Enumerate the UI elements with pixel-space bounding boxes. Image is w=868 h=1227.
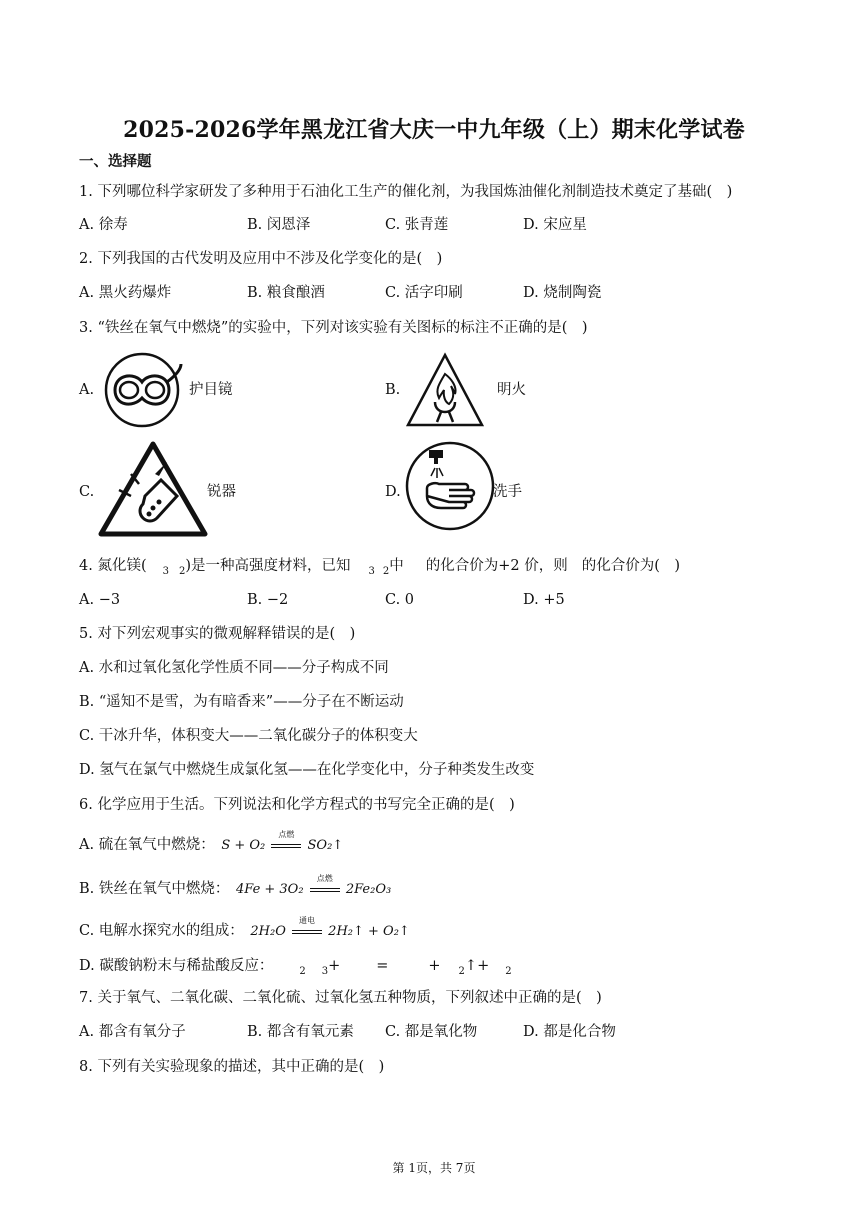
option-label: D. 碳酸钠粉末与稀盐酸反应： [79, 958, 274, 974]
option-b [79, 874, 392, 900]
option-c: C. 活字印刷 [385, 285, 463, 301]
question-2-options [79, 283, 779, 303]
equation-left: 2H₂O [250, 924, 286, 939]
option-c [79, 916, 410, 942]
option-b: B. 粮食酿酒 [247, 285, 325, 301]
question-4-text: 的化合价为( ) [581, 558, 681, 574]
option-label: B. 铁丝在氧气中燃烧： [79, 881, 230, 897]
chemical-equation [250, 916, 410, 939]
option-d: D. +5 [523, 592, 565, 608]
equation-symbol: + [328, 958, 341, 974]
option-c: C. 干冰升华，体积变大——二氧化碳分子的体积变大 [79, 728, 418, 744]
option-c: C. 0 [385, 592, 415, 608]
question-3-options-row-2 [79, 438, 779, 538]
question-5: 5. 对下列宏观事实的微观解释错误的是( ) [79, 626, 356, 642]
hand-wash-icon [405, 438, 495, 534]
equation-left: 4Fe + 3O₂ [235, 882, 304, 897]
option-a: A. 黑火药爆炸 [79, 285, 172, 301]
question-6: 6. 化学应用于生活。下列说法和化学方程式的书写完全正确的是( ) [79, 797, 515, 813]
equation-right: SO₂↑ [307, 838, 344, 853]
reaction-condition: 点燃 [316, 874, 333, 883]
subscript: 3 [321, 965, 329, 977]
question-1: 1. 下列哪位科学家研发了多种用于石油化工生产的催化剂，为我国炼油催化剂制造技术奠定了基础( ) [79, 184, 733, 200]
question-1-options [79, 215, 779, 235]
equation-symbol: ↑+ [464, 958, 490, 974]
reaction-arrow [269, 830, 303, 856]
reaction-condition: 通电 [299, 916, 316, 925]
question-4-options [79, 590, 779, 610]
option-d: D. 宋应星 [523, 217, 587, 233]
equation-left: S + O₂ [221, 838, 266, 853]
question-8: 8. 下列有关实验现象的描述，其中正确的是( ) [79, 1059, 385, 1075]
question-4-text: 4. 氮化镁( [79, 558, 147, 574]
option-a [79, 830, 344, 856]
option-c: C. 都是氧化物 [385, 1024, 478, 1040]
reaction-condition: 点燃 [278, 830, 295, 839]
equation-right: 2Fe₂O₃ [345, 882, 392, 897]
chemical-equation [235, 874, 392, 897]
option-a: A. 水和过氧化氢化学性质不同——分子构成不同 [79, 660, 389, 676]
reaction-arrow [290, 916, 324, 942]
option-c: C. 张青莲 [385, 217, 449, 233]
option-letter: C. [79, 484, 95, 500]
option-a: A. −3 [79, 592, 121, 608]
subscript: 2 [458, 965, 465, 977]
option-label: 锐器 [207, 484, 236, 500]
option-letter: A. [79, 382, 95, 398]
question-3-options-row-1 [79, 350, 779, 430]
subscript: 2 [505, 965, 512, 977]
option-a: A. 徐寿 [79, 217, 128, 233]
chemical-equation [221, 830, 344, 853]
question-4-text: 的化合价为+2 价，则 [425, 558, 568, 574]
sharp-object-icon [97, 440, 209, 538]
question-7-options [79, 1022, 779, 1042]
question-2: 2. 下列我国的古代发明及应用中不涉及化学变化的是( ) [79, 251, 443, 267]
goggles-icon [101, 352, 183, 428]
option-b: B. “遥知不是雪，为有暗香来”——分子在不断运动 [79, 694, 404, 710]
page-footer: 第 1页，共 7页 [392, 1161, 476, 1175]
option-letter: D. [385, 484, 401, 500]
option-label: 明火 [497, 382, 526, 398]
equation-symbol: + [428, 958, 441, 974]
option-a [79, 350, 379, 430]
section-heading: 一、选择题 [79, 153, 152, 170]
option-label: C. 电解水探究水的组成： [79, 923, 244, 939]
option-b: B. −2 [247, 592, 289, 608]
equation-right: 2H₂↑ + O₂↑ [328, 924, 410, 939]
question-4-text: )是一种高强度材料，已知 [185, 558, 351, 574]
option-d [385, 438, 685, 538]
option-b: B. 闵恩泽 [247, 217, 311, 233]
reaction-arrow [308, 874, 342, 900]
subscript: 2 [299, 965, 306, 977]
question-4-text: 中 [389, 558, 404, 574]
option-label: 护目镜 [189, 382, 233, 398]
option-label: A. 硫在氧气中燃烧： [79, 837, 215, 853]
option-c [79, 438, 379, 538]
equation-symbol: = [376, 958, 389, 974]
option-d: D. 氢气在氯气中燃烧生成氯化氢——在化学变化中，分子种类发生改变 [79, 762, 535, 778]
page-title: 2025-2026学年黑龙江省大庆一中九年级（上）期末化学试卷 [123, 117, 745, 143]
open-flame-icon [405, 352, 485, 428]
subscript: 2 [382, 565, 390, 577]
subscript: 3 [162, 565, 169, 577]
option-d [79, 956, 512, 982]
subscript: 2 [178, 565, 186, 577]
option-label: 洗手 [493, 484, 522, 500]
option-letter: B. [385, 382, 401, 398]
option-b: B. 都含有氧元素 [247, 1024, 354, 1040]
question-3: 3. “铁丝在氧气中燃烧”的实验中，下列对该实验有关图标的标注不正确的是( ) [79, 320, 588, 336]
option-d: D. 烧制陶瓷 [523, 285, 602, 301]
option-a: A. 都含有氧分子 [79, 1024, 186, 1040]
question-7: 7. 关于氧气、二氧化碳、二氧化硫、过氧化氢五种物质，下列叙述中正确的是( ) [79, 990, 602, 1006]
option-b [385, 350, 685, 430]
option-d: D. 都是化合物 [523, 1024, 616, 1040]
subscript: 3 [368, 565, 375, 577]
question-4 [79, 556, 680, 582]
